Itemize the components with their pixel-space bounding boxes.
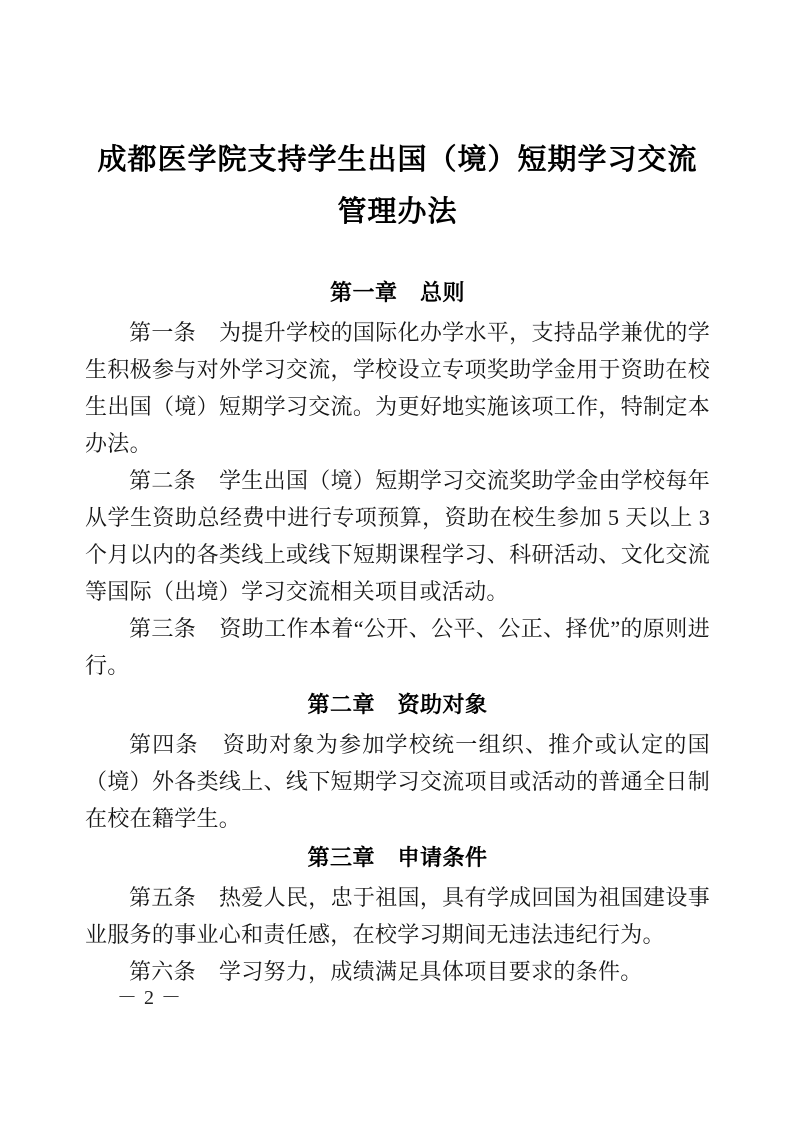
article-2 [85, 462, 710, 610]
article-6 [85, 953, 710, 990]
document-title-line2: 管理办法 [337, 196, 458, 228]
article-2-text: 学生出国（境）短期学习交流奖助学金由学校每年从学生资助总经费中进行专项预算，资助在校生参加 5 天以上 3 个月以内的各类线上或线下短期课程学习、科研活动、文化交流等国际（出境）学习交流相关项目或活动。 [85, 468, 710, 604]
article-3-text: 资助工作本着“公开、公平、公正、择优”的原则进行。 [85, 616, 710, 678]
article-3-term: 第三条 [129, 616, 197, 641]
term-gap [196, 635, 219, 636]
document-title [85, 134, 710, 238]
chapter-heading-1: 第一章 总则 [329, 280, 465, 305]
chapter-heading-3: 第三章 申请条件 [307, 845, 488, 870]
article-4-text: 资助对象为参加学校统一组织、推介或认定的国（境）外各类线上、线下短期学习交流项目或活动的普通全日制在校在籍学生。 [85, 732, 710, 831]
chapter-heading-2: 第二章 资助对象 [307, 692, 488, 717]
article-5-term: 第五条 [129, 885, 196, 910]
article-1 [85, 314, 710, 462]
article-1-text: 为提升学校的国际化办学水平，支持品学兼优的学生积极参与对外学习交流，学校设立专项奖助学金用于资助在校生出国（境）短期学习交流。为更好地实施该项工作，特制定本办法。 [85, 320, 710, 456]
term-gap [199, 751, 222, 752]
term-gap [196, 904, 219, 905]
term-gap [196, 487, 219, 488]
term-gap [196, 978, 219, 979]
article-5-text: 热爱人民，忠于祖国，具有学成回国为祖国建设事业服务的事业心和责任感，在校学习期间无违法违纪行为。 [85, 885, 710, 947]
article-3 [85, 610, 710, 684]
article-4-term: 第四条 [129, 732, 199, 757]
article-6-text: 学习努力，成绩满足具体项目要求的条件。 [218, 959, 643, 984]
article-6-term: 第六条 [129, 959, 196, 984]
document-title-line1: 成都医学院支持学生出国（境）短期学习交流 [97, 144, 698, 176]
page-number: － 2 － [117, 987, 182, 1009]
article-1-term: 第一条 [129, 320, 196, 345]
article-2-term: 第二条 [129, 468, 196, 493]
article-5 [85, 879, 710, 953]
article-4 [85, 726, 710, 837]
term-gap [196, 339, 219, 340]
